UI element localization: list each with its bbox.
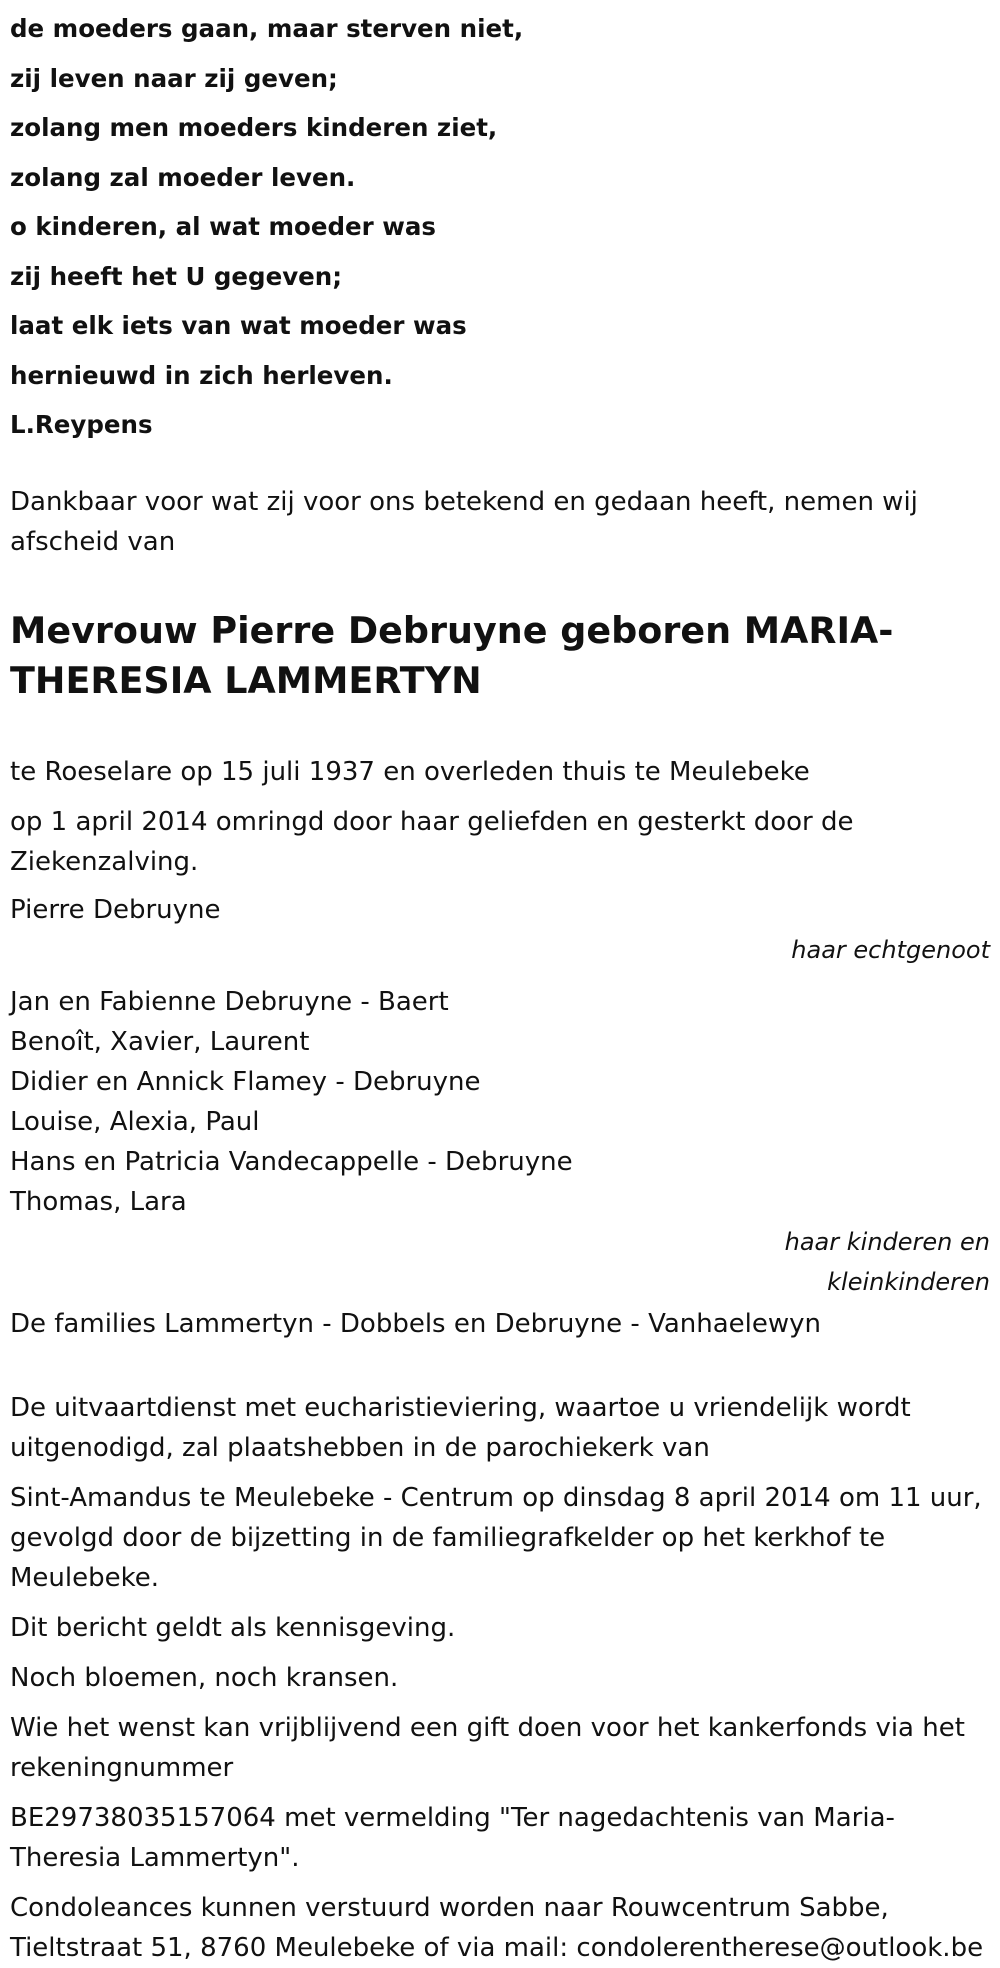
child-line: Louise, Alexia, Paul [10,1106,260,1137]
flowers-text: Noch bloemen, noch kransen. [10,1662,399,1693]
husband-block [10,890,990,970]
death-text: op 1 april 2014 omringd door haar geliefden en gesterkt door de Ziekenzalving. [10,806,854,877]
child-line: Hans en Patricia Vandecappelle - Debruyne [10,1146,573,1177]
account-text: BE29738035157064 met vermelding "Ter nagedachtenis van Maria-Theresia Lammertyn". [10,1802,895,1873]
child-line: Jan en Fabienne Debruyne - Baert [10,986,449,1017]
service-location: Sint-Amandus te Meulebeke - Centrum op dinsdag 8 april 2014 om 11 uur, gevolgd door de bijzetting in de familiegrafkelder op het kerkhof te Meulebeke. [10,1482,982,1593]
child-line: Thomas, Lara [10,1186,187,1217]
children-role: haar kinderen en kleinkinderen [784,1227,990,1296]
families-text: De families Lammertyn - Dobbels en Debruyne - Vanhaelewyn [10,1308,822,1339]
gift-text: Wie het wenst kan vrijblijvend een gift doen voor het kankerfonds via het rekeningnummer [10,1712,965,1783]
children-block [10,982,990,1302]
poem-line: hernieuwd in zich herleven. [10,360,393,390]
kennisgeving-text: Dit bericht geldt als kennisgeving. [10,1612,456,1643]
intro-text: Dankbaar voor wat zij voor ons betekend en gedaan heeft, nemen wij afscheid van [10,486,918,557]
husband-name: Pierre Debruyne [10,894,221,925]
service-invitation: De uitvaartdienst met eucharistieviering, waartoe u vriendelijk wordt uitgenodigd, zal plaatshebben in de parochiekerk van [10,1392,911,1463]
child-line: Didier en Annick Flamey - Debruyne [10,1066,481,1097]
poem-author: L.Reypens [10,410,153,439]
husband-role: haar echtgenoot [791,935,990,964]
poem-line: zolang zal moeder leven. [10,162,356,192]
poem-line: zij leven naar zij geven; [10,63,338,93]
child-line: Benoît, Xavier, Laurent [10,1026,310,1057]
poem-line: o kinderen, al wat moeder was [10,212,436,241]
poem-line: de moeders gaan, maar sterven niet, [10,14,524,43]
poem [10,4,990,450]
poem-line: zij heeft het U gegeven; [10,261,343,291]
deceased-name: Mevrouw Pierre Debruyne geboren MARIA-THERESIA LAMMERTYN [10,608,894,702]
poem-line: zolang men moeders kinderen ziet, [10,113,498,142]
birth-text: te Roeselare op 15 juli 1937 en overleden thuis te Meulebeke [10,756,810,787]
condolences-text: Condoleances kunnen verstuurd worden naar Rouwcentrum Sabbe, Tieltstraat 51, 8760 Meulebeke of via mail: condolerentherese@outlook.be [10,1892,984,1963]
poem-line: laat elk iets van wat moeder was [10,311,467,340]
